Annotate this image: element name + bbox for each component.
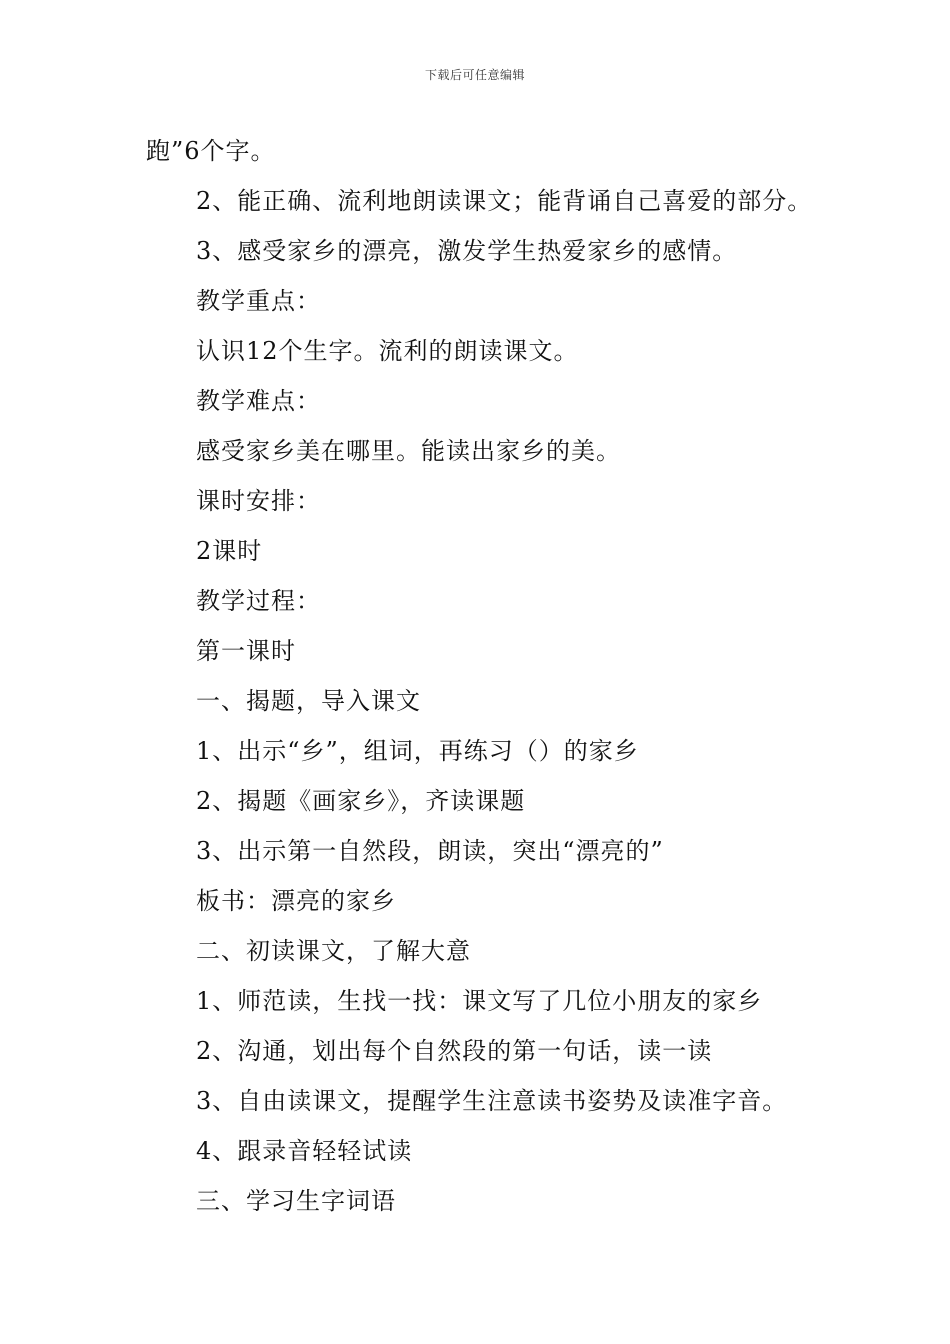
text-line: 板书：漂亮的家乡 [196,887,396,915]
text-line: 感受家乡美在哪里。能读出家乡的美。 [196,437,621,465]
text-line: 2、沟通，划出每个自然段的第一句话，读一读 [196,1037,713,1065]
text-line: 1、出示“乡”，组词，再练习（）的家乡 [196,737,639,765]
section-heading: 教学难点： [196,387,321,415]
section-heading: 第一课时 [196,637,296,665]
text-line: 4、跟录音轻轻试读 [196,1137,413,1165]
text-line-continuation: 跑”6个字。 [146,137,276,165]
text-line: 2课时 [196,537,263,565]
section-heading: 教学过程： [196,587,321,615]
section-heading: 教学重点： [196,287,321,315]
text-line: 3、出示第一自然段，朗读，突出“漂亮的” [196,837,664,865]
text-line: 2、揭题《画家乡》，齐读课题 [196,787,526,815]
text-line: 认识12个生字。流利的朗读课文。 [196,337,579,365]
section-heading: 一、揭题，导入课文 [196,687,421,715]
header-note: 下载后可任意编辑 [424,68,525,82]
text-line: 2、能正确、流利地朗读课文；能背诵自己喜爱的部分。 [196,187,813,215]
text-line: 3、感受家乡的漂亮，激发学生热爱家乡的感情。 [196,237,738,265]
section-heading: 三、学习生字词语 [196,1187,396,1215]
text-line: 3、自由读课文，提醒学生注意读书姿势及读准字音。 [196,1087,788,1115]
section-heading: 课时安排： [196,487,321,515]
text-line: 1、师范读，生找一找：课文写了几位小朋友的家乡 [196,987,763,1015]
section-heading: 二、初读课文，了解大意 [196,937,471,965]
